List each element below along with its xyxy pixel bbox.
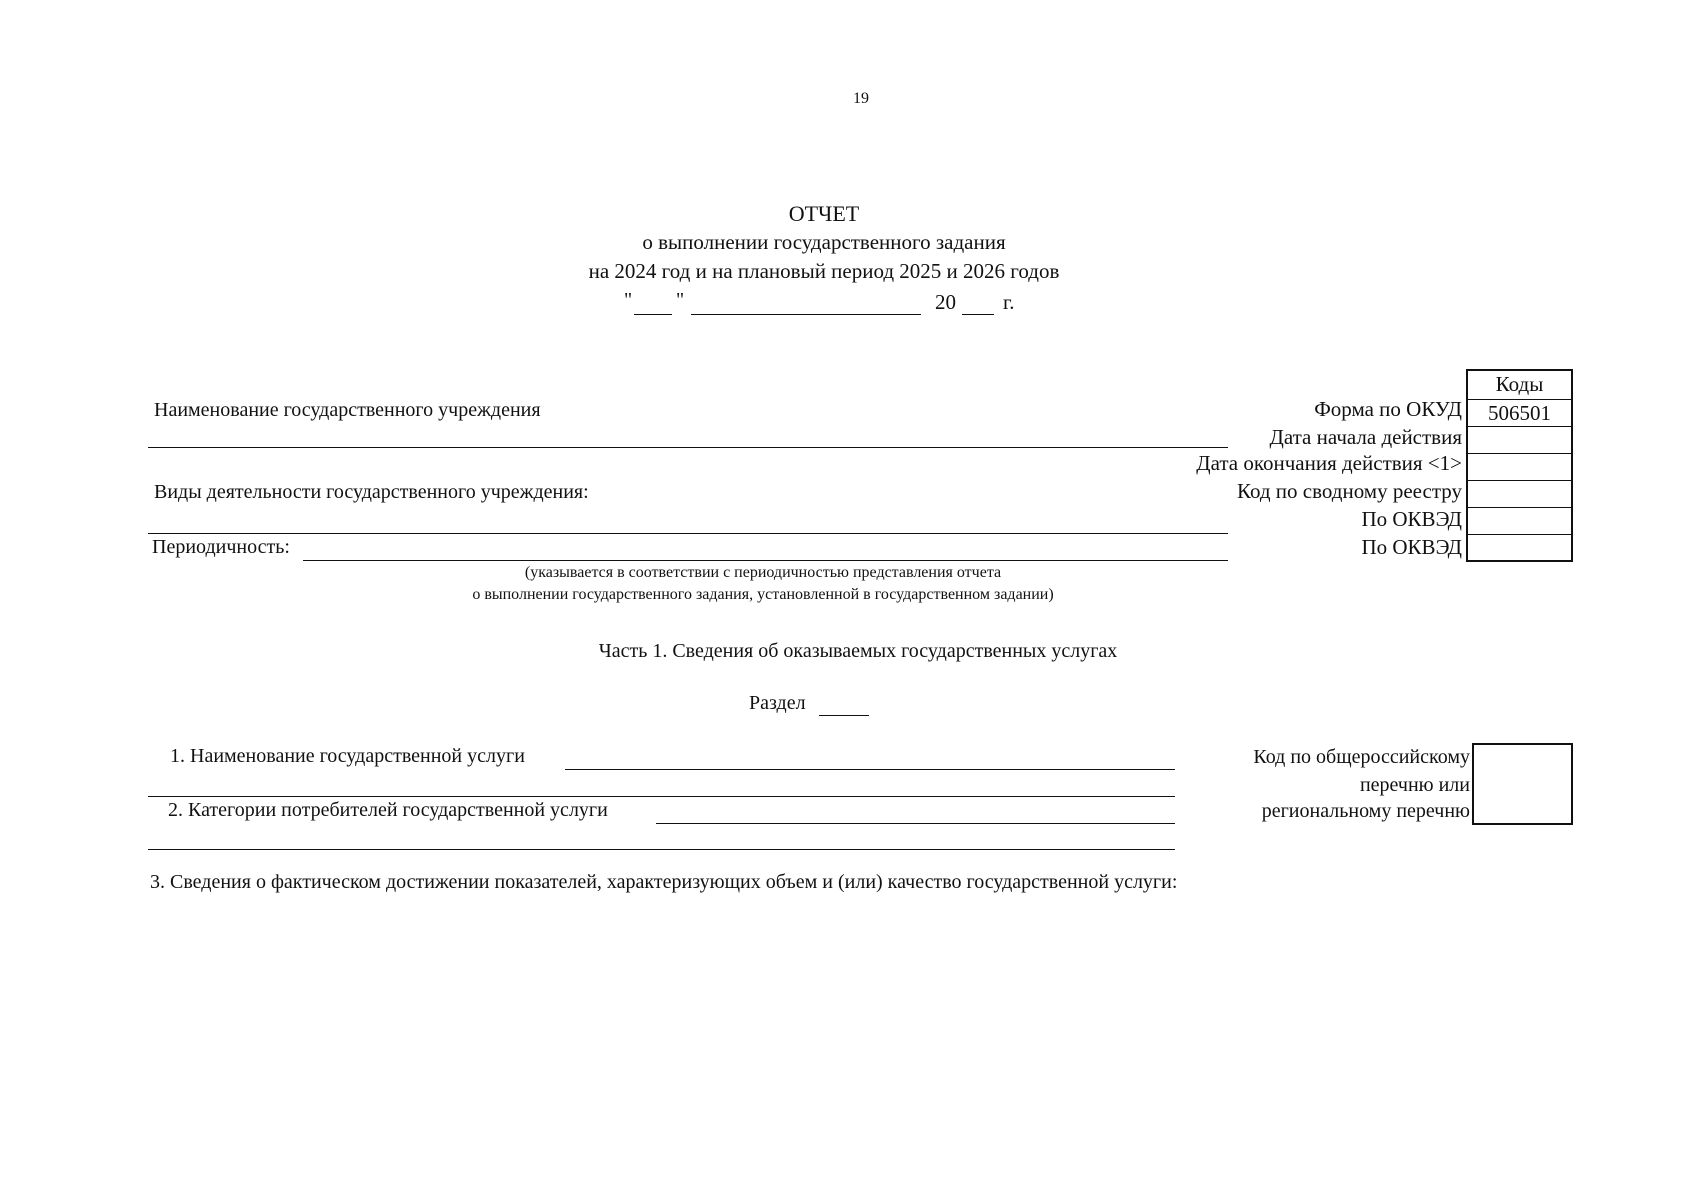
okved-1-label: По ОКВЭД [1361, 507, 1462, 531]
end-date-cell[interactable] [1468, 453, 1571, 480]
codes-table [1466, 369, 1573, 562]
report-title: ОТЧЕТ [788, 201, 860, 226]
periodicity-note-1: (указывается в соответствии с периодичностью представления отчета [524, 564, 1002, 581]
periodicity-label: Периодичность: [152, 536, 290, 558]
registry-list-label-1: Код по общероссийскому [1253, 746, 1470, 768]
year-suffix: г. [1003, 290, 1015, 314]
consumer-categories-field[interactable] [656, 823, 1175, 824]
institution-name-label: Наименование государственного учреждения [154, 399, 541, 421]
date-quote-close: " [676, 289, 685, 311]
okud-label: Форма по ОКУД [1314, 397, 1462, 421]
activities-field[interactable] [148, 533, 1228, 534]
service-name-field-cont[interactable] [148, 796, 1175, 797]
service-name-label: 1. Наименование государственной услуги [170, 745, 525, 767]
year-blank[interactable] [962, 314, 994, 315]
service-name-field[interactable] [565, 769, 1175, 770]
okved-2-cell[interactable] [1468, 534, 1571, 562]
registry-list-label-2: перечню или [1359, 774, 1470, 796]
consumer-categories-field-cont[interactable] [148, 849, 1175, 850]
section-label: Раздел [749, 692, 806, 714]
month-blank[interactable] [691, 314, 921, 315]
report-period: на 2024 год и на плановый период 2025 и 2026 годов [588, 259, 1060, 283]
registry-list-label-3: региональному перечню [1261, 800, 1470, 822]
activities-label: Виды деятельности государственного учреждения: [154, 481, 589, 503]
codes-header: Коды [1495, 372, 1544, 396]
registry-code-cell[interactable] [1468, 480, 1571, 507]
day-blank[interactable] [634, 314, 672, 315]
okved-2-label: По ОКВЭД [1361, 535, 1462, 559]
okved-1-cell[interactable] [1468, 507, 1571, 534]
year-prefix: 20 [935, 290, 956, 314]
consumer-categories-label: 2. Категории потребителей государственной услуги [168, 799, 608, 821]
part1-title: Часть 1. Сведения об оказываемых государственных услугах [598, 640, 1118, 662]
report-subtitle: о выполнении государственного задания [642, 230, 1006, 254]
registry-code-label: Код по сводному реестру [1237, 479, 1462, 503]
page-number: 19 [853, 90, 869, 107]
start-date-label: Дата начала действия [1269, 425, 1462, 449]
start-date-cell[interactable] [1468, 426, 1571, 453]
indicators-heading: 3. Сведения о фактическом достижении показателей, характеризующих объем и (или) качество государственной услуги: [150, 871, 1178, 893]
okud-code-cell[interactable]: 506501 [1468, 399, 1571, 426]
section-number-field[interactable] [819, 715, 869, 716]
periodicity-field[interactable] [303, 560, 1228, 561]
registry-list-code-box[interactable] [1472, 743, 1573, 825]
institution-name-field[interactable] [148, 447, 1228, 448]
date-quote-open: " [624, 289, 633, 311]
periodicity-note-2: о выполнении государственного задания, установленной в государственном задании) [472, 586, 1054, 603]
end-date-label: Дата окончания действия <1> [1196, 451, 1462, 475]
